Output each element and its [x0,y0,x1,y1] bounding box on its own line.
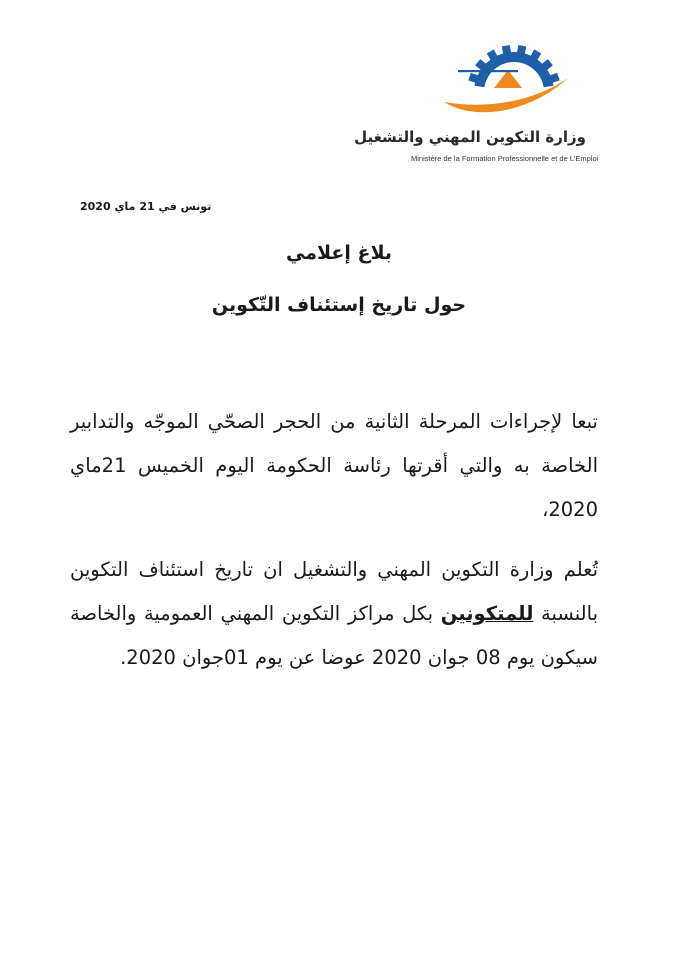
paragraph-2-text-end: بكل مراكز التكوين المهني العمومية والخاصة سيكون يوم 08 جوان 2020 عوضا عن يوم 01جوان 2020. [70,602,598,669]
ministry-emblem-icon [436,30,576,125]
ministry-logo [354,30,599,180]
ministry-name-arabic: وزارة التكوين المهني والتشغيل [354,128,586,146]
document-title: بلاغ إعلامي [285,242,393,264]
ministry-name-french: Ministère de la Formation Professionnelle et de L'Emploi [411,154,599,163]
document-date: تونس في 21 ماي 2020 [80,200,212,213]
body-paragraph-2 [70,548,598,680]
paragraph-2-text-start: تُعلم وزارة التكوين المهني والتشغيل ان تاريخ استئناف التكوين بالنسبة [70,558,598,625]
paragraph-2-underlined-word: للمتكونين [440,602,534,625]
document-subtitle: حول تاريخ إستئناف التّكوين [211,294,467,316]
body-paragraph-1: تبعا لإجراءات المرحلة الثانية من الحجر الصحّي الموجّه والتدابير الخاصة به والتي أقرتها رئاسة الحكومة اليوم الخميس 21ماي 2020، [70,410,598,521]
